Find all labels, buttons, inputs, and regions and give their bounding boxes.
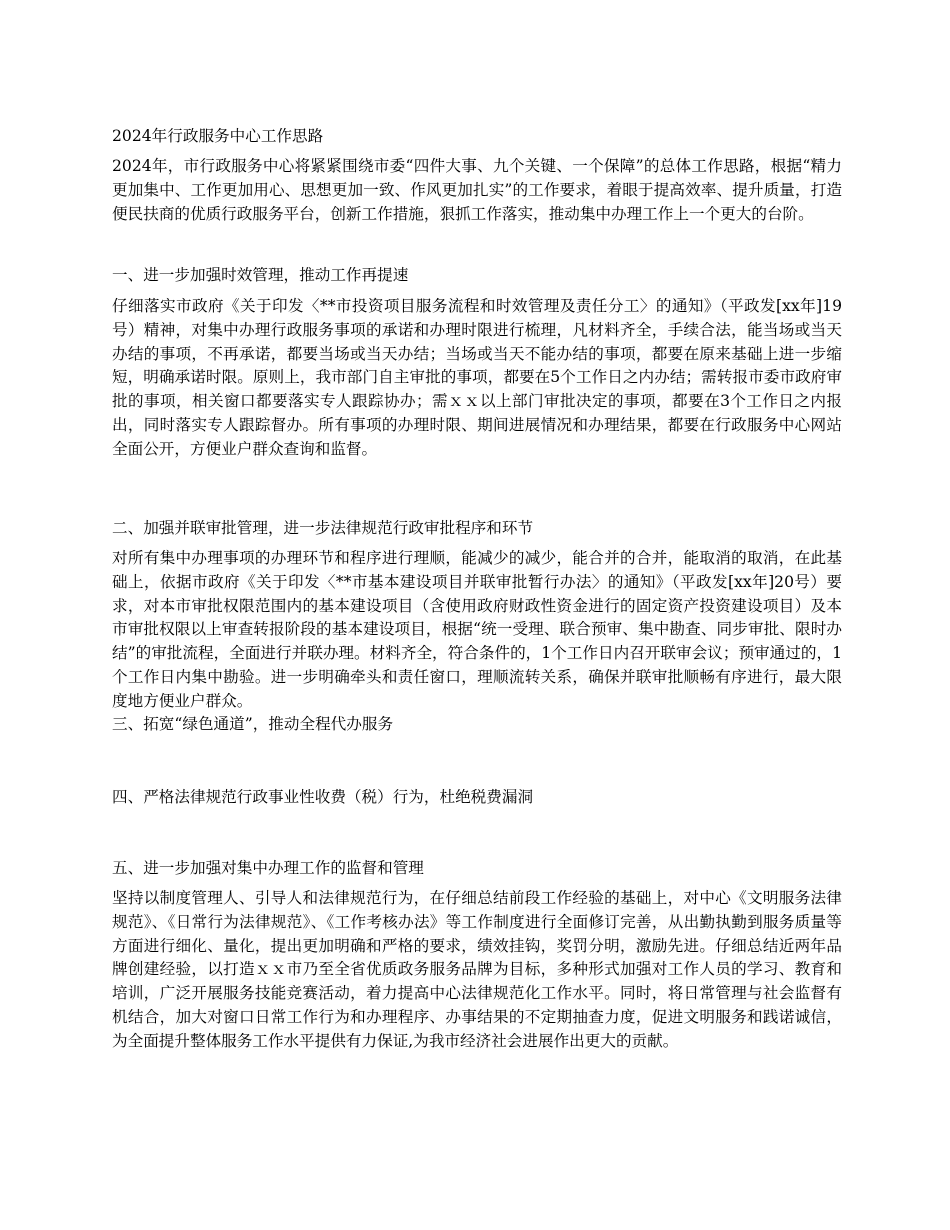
section-1-body: 仔细落实市政府《关于印发〈**市投资项目服务流程和时效管理及责任分工〉的通知》（平政发[xx年]19号）精神，对集中办理行政服务事项的承诺和办理时限进行梳理，凡材料齐全，手续合法，能当场或当天办结的事项，不再承诺，都要当场或当天办结；当场或当天不能办结的事项，都要在原来基础上进一步缩短，明确承诺时限。原则上，我市部门自主审批的事项，都要在5个工作日之内办结；需转报市委市政府审批的事项，相关窗口都要落实专人跟踪协办；需ｘｘ以上部门审批决定的事项，都要在3个工作日之内报出，同时落实专人跟踪督办。所有事项的办理时限、期间进展情况和办理结果，都要在行政服务中心网站全面公开，方便业户群众查询和监督。: [112, 297, 842, 458]
intro-paragraph: 2024年，市行政服务中心将紧紧围绕市委“四件大事、九个关键、一个保障”的总体工作思路，根据“精力更加集中、工作更加用心、思想更加一致、作风更加扎实”的工作要求，着眼于提高效率、提升质量，打造便民扶商的优质行政服务平台，创新工作措施，狠抓工作落实，推动集中办理工作上一个更大的台阶。: [112, 157, 842, 223]
section-5-body: 坚持以制度管理人、引导人和法律规范行为，在仔细总结前段工作经验的基础上，对中心《文明服务法律规范》、《日常行为法律规范》、《工作考核办法》等工作制度进行全面修订完善，从出勤执勤到服务质量等方面进行细化、量化，提出更加明确和严格的要求，绩效挂钩，奖罚分明，激励先进。仔细总结近两年品牌创建经验，以打造ｘｘ市乃至全省优质政务服务品牌为目标，多种形式加强对工作人员的学习、教育和培训，广泛开展服务技能竞赛活动，着力提高中心法律规范化工作水平。同时，将日常管理与社会监督有机结合，加大对窗口日常工作行为和办理程序、办事结果的不定期抽查力度，促进文明服务和践诺诚信，为全面提升整体服务工作水平提供有力保证,为我市经济社会进展作出更大的贡献。: [112, 889, 842, 1050]
document-title: 2024年行政服务中心工作思路: [112, 127, 324, 145]
section-3-heading: 三、拓宽“绿色通道”，推动全程代办服务: [112, 715, 394, 733]
section-5-heading: 五、进一步加强对集中办理工作的监督和管理: [112, 859, 424, 877]
section-2-heading: 二、加强并联审批管理，进一步法律规范行政审批程序和环节: [112, 519, 534, 537]
section-1-heading: 一、进一步加强时效管理，推动工作再提速: [112, 266, 409, 284]
section-4-heading: 四、严格法律规范行政事业性收费（税）行为，杜绝税费漏洞: [112, 788, 534, 806]
section-2-body: 对所有集中办理事项的办理环节和程序进行理顺，能减少的减少，能合并的合并，能取消的取消，在此基础上，依据市政府《关于印发〈**市基本建设项目并联审批暂行办法〉的通知》（平政发[xx年]20号）要求，对本市审批权限范围内的基本建设项目（含使用政府财政性资金进行的固定资产投资建设项目）及本市审批权限以上审查转报阶段的基本建设项目，根据“统一受理、联合预审、集中勘查、同步审批、限时办结”的审批流程，全面进行并联办理。材料齐全，符合条件的，1个工作日内召开联审会议；预审通过的，1个工作日内集中勘验。进一步明确牵头和责任窗口，理顺流转关系，确保并联审批顺畅有序进行，最大限度地方便业户群众。: [112, 549, 842, 710]
